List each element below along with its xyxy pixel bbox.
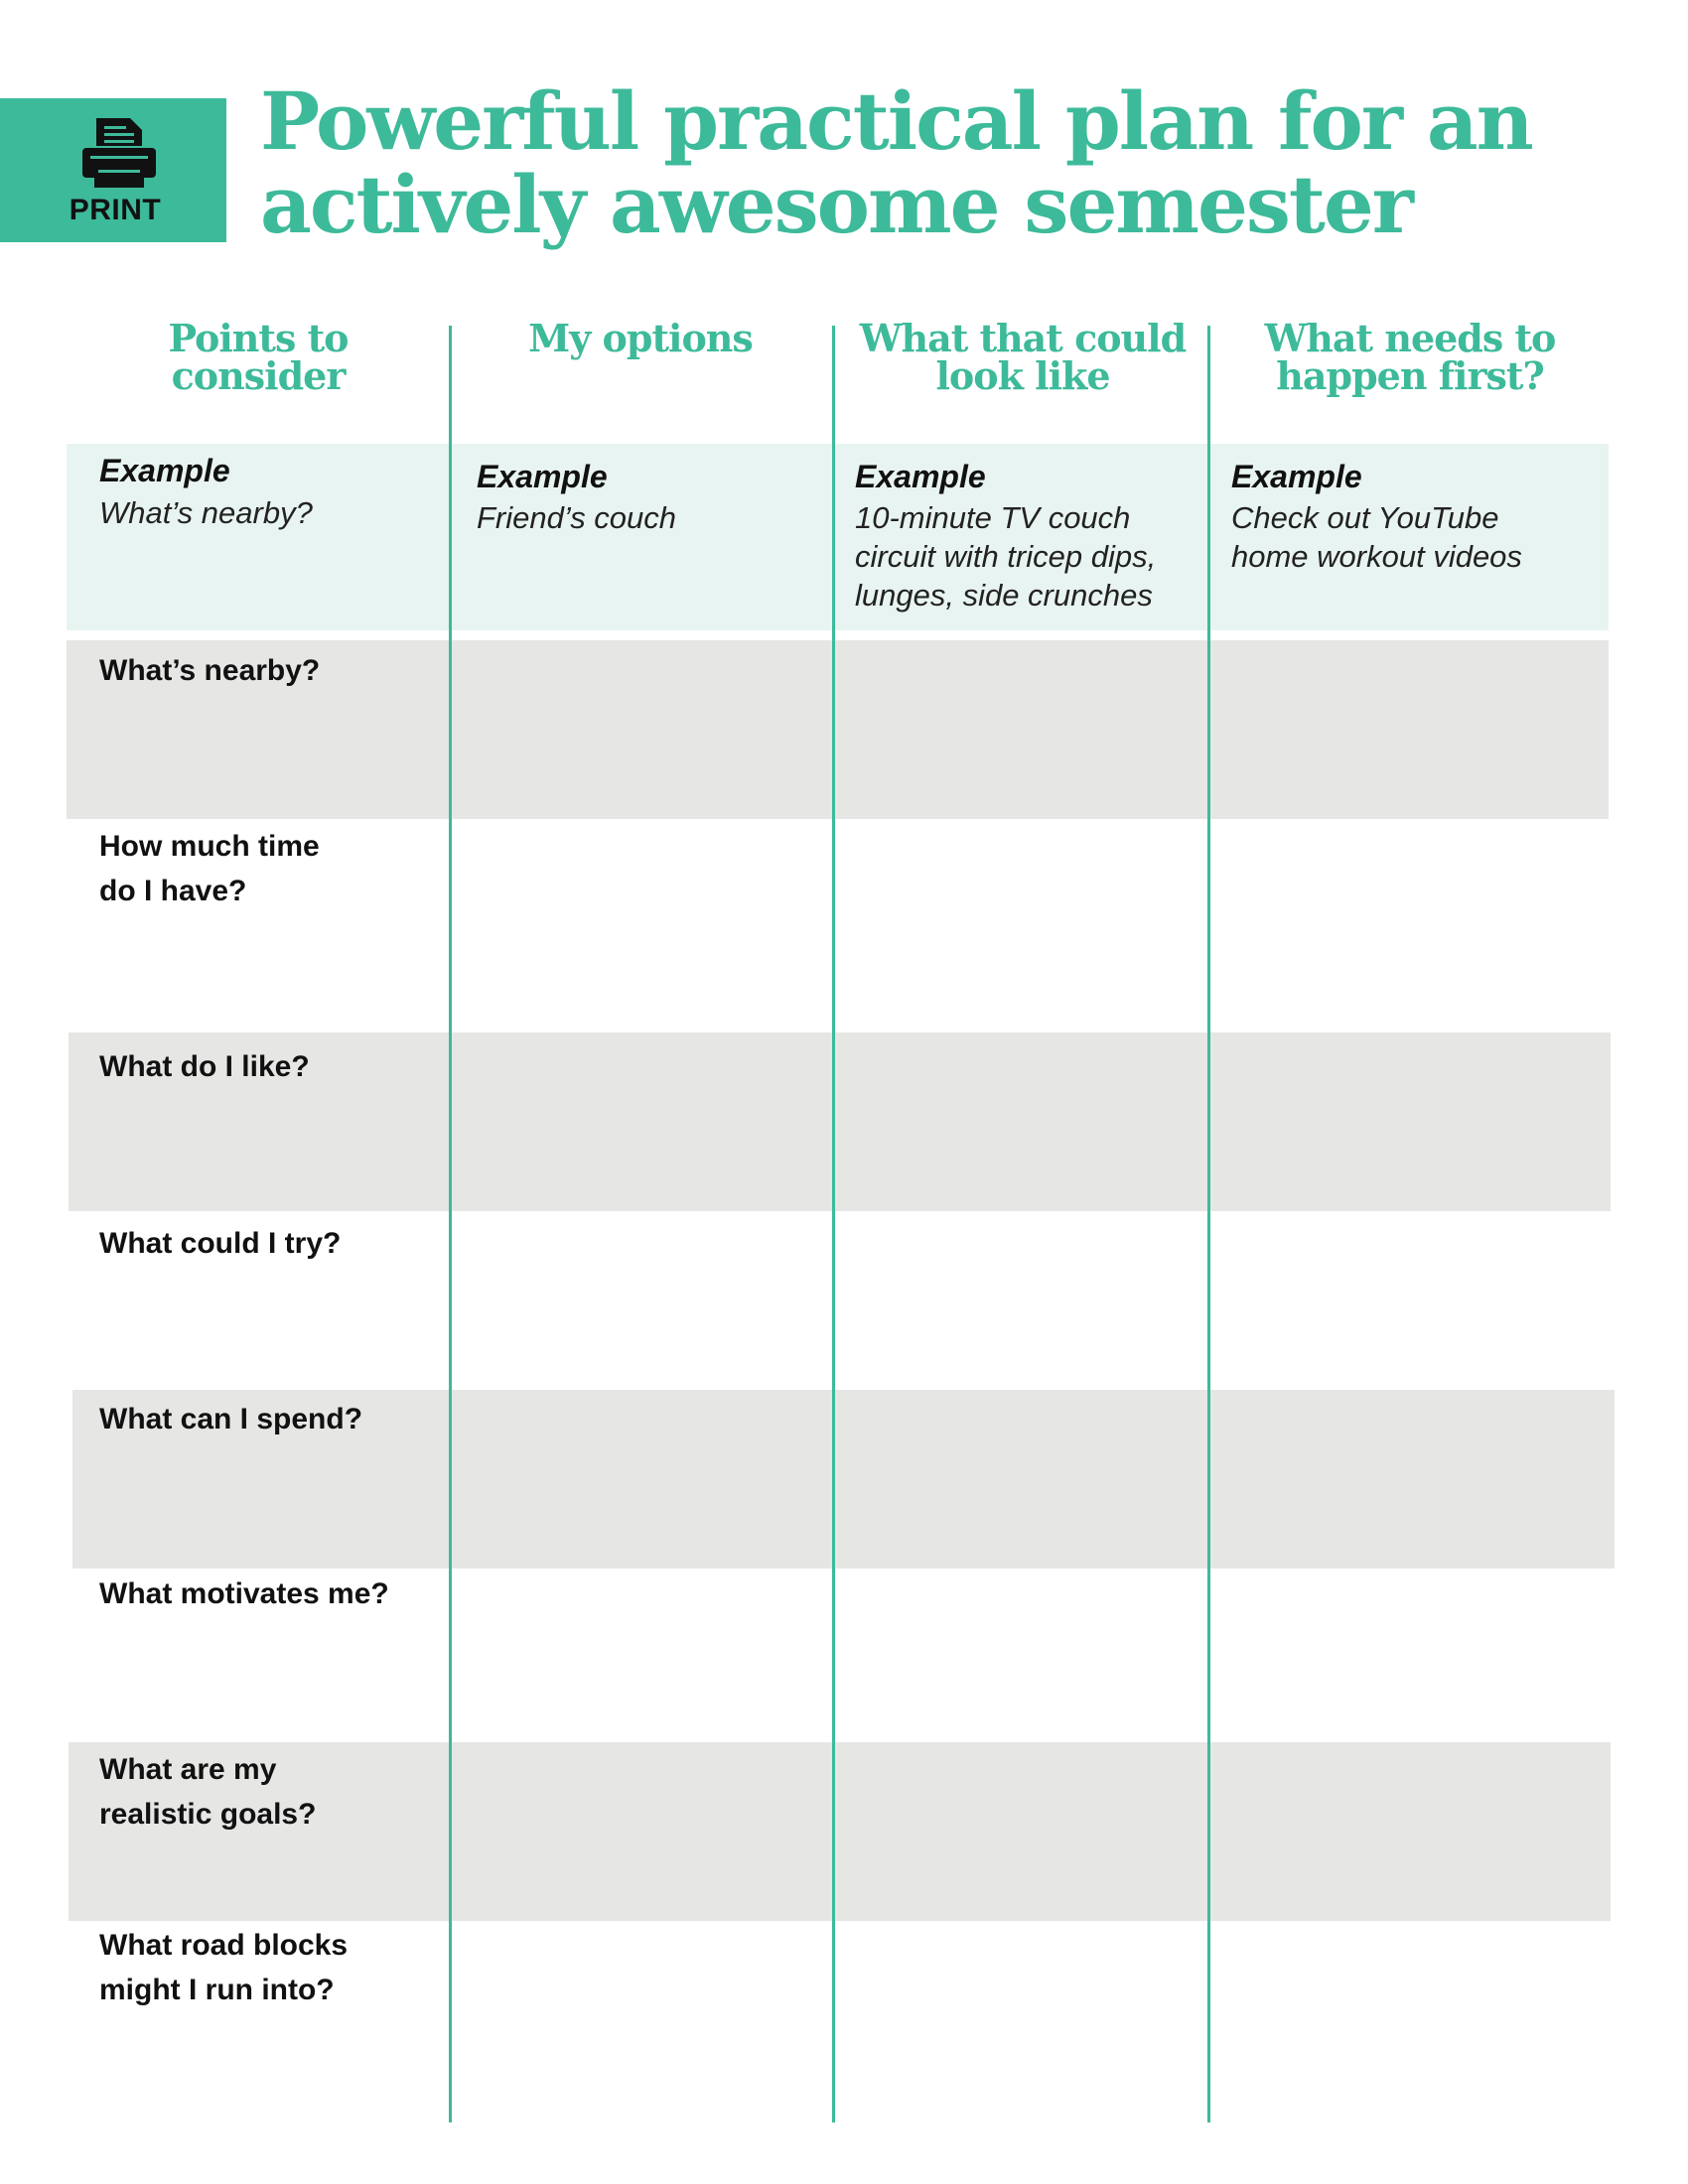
column-header-options: My options [528,316,753,360]
row-label-goals: What are my realistic goals? [99,1753,317,1831]
column-header-first: What needs to happen first? [1264,316,1556,398]
row-cell-first[interactable] [1211,640,1609,819]
example-text-first: Check out YouTube home workout videos [1231,500,1522,574]
row-label-like: What do I like? [99,1050,310,1083]
example-text-points: What’s nearby? [99,495,313,530]
row-cell-look-like[interactable] [836,640,1205,819]
row-label-time: How much time do I have? [99,830,320,907]
example-heading: Example [99,453,230,488]
example-text-look-like: 10-minute TV couch circuit with tricep dips, lunges, side crunches [855,500,1157,613]
example-text-options: Friend’s couch [477,500,677,535]
column-divider [449,326,452,2122]
row-label-motivates: What motivates me? [99,1577,389,1610]
column-divider [832,326,835,2122]
row-label-nearby: What’s nearby? [99,654,321,687]
row-cell-options[interactable] [453,640,830,819]
column-header-points: Points to consider [168,316,349,398]
column-divider [1207,326,1210,2122]
page-title: Powerful practical plan for an actively awesome semester [260,74,1532,251]
example-heading: Example [1231,459,1362,494]
column-header-look-like: What that could look like [859,316,1187,398]
row-label-try: What could I try? [99,1227,342,1260]
example-heading: Example [477,459,608,494]
print-button[interactable] [0,98,226,242]
printer-icon [80,116,158,190]
print-label: PRINT [69,194,162,226]
example-heading: Example [855,459,986,494]
row-label-roadblocks: What road blocks might I run into? [99,1929,349,2006]
row-label-spend: What can I spend? [99,1403,363,1435]
